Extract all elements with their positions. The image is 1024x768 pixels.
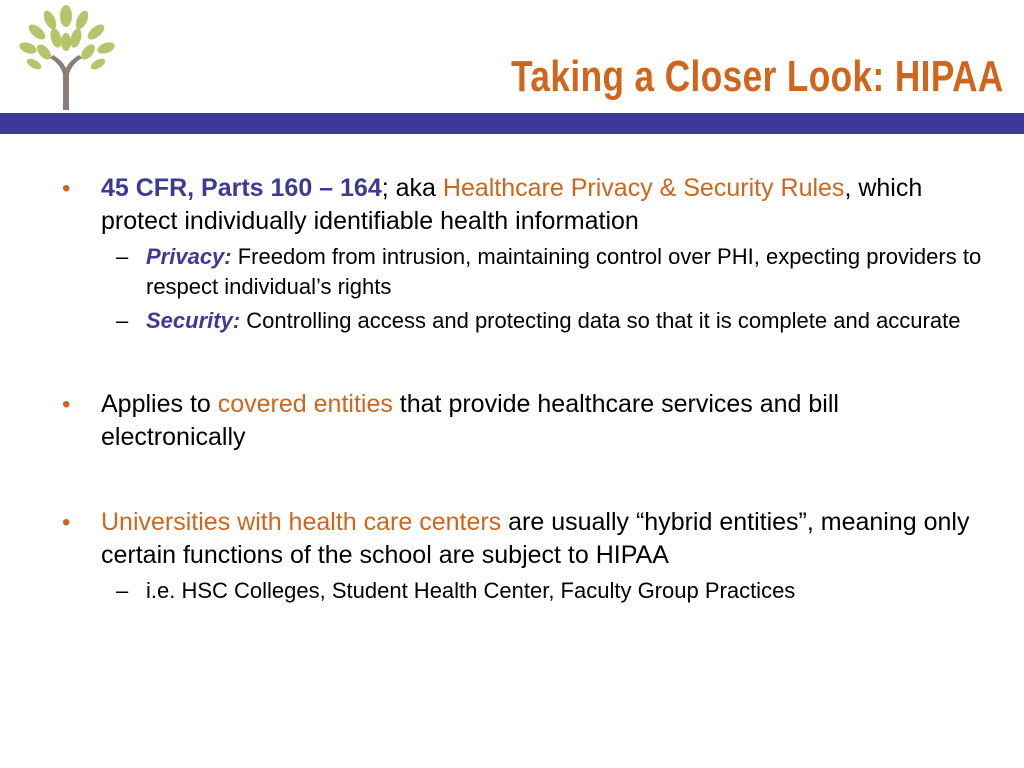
covered-entities-highlight: covered entities [217,390,393,418]
sub-bullet-text: i.e. HSC Colleges, Student Health Center, Faculty Group Practices [146,578,796,603]
sub-bullet-examples [0,576,1024,606]
sub-bullet-text: Controlling access and protecting data so that it is complete and accurate [240,308,961,333]
bullet-cfr-parts [0,172,1024,238]
privacy-term: Privacy: [146,244,232,269]
sub-bullet-security [0,306,1024,336]
bullet-text: Applies to [101,390,218,418]
slide-title: Taking a Closer Look: HIPAA [511,52,1004,101]
cfr-reference: 45 CFR, Parts 160 – 164 [101,174,382,202]
bullet-text: aka [388,174,443,202]
bullet-text: ; [381,174,389,202]
security-term: Security: [146,308,241,333]
title-divider-bar [0,113,1024,134]
bullet-text: are usually “hybrid entities”, meaning only certain functions of the school are subject to HIPAA [101,508,970,569]
sub-bullet-privacy [0,242,1024,302]
bullet-text: that provide healthcare services and bill electronically [101,390,839,451]
universities-highlight: Universities with health care centers [101,508,502,536]
rules-highlight: Healthcare Privacy & Security Rules [442,174,845,202]
bullet-universities [0,506,1024,572]
bullet-covered-entities [0,388,1024,454]
bullet-text: , which protect individually identifiable health information [101,174,923,235]
slide-body [0,172,1024,606]
tree-logo-icon [10,2,122,114]
sub-bullet-text: Freedom from intrusion, maintaining control over PHI, expecting providers to respect individual’s rights [146,244,982,299]
